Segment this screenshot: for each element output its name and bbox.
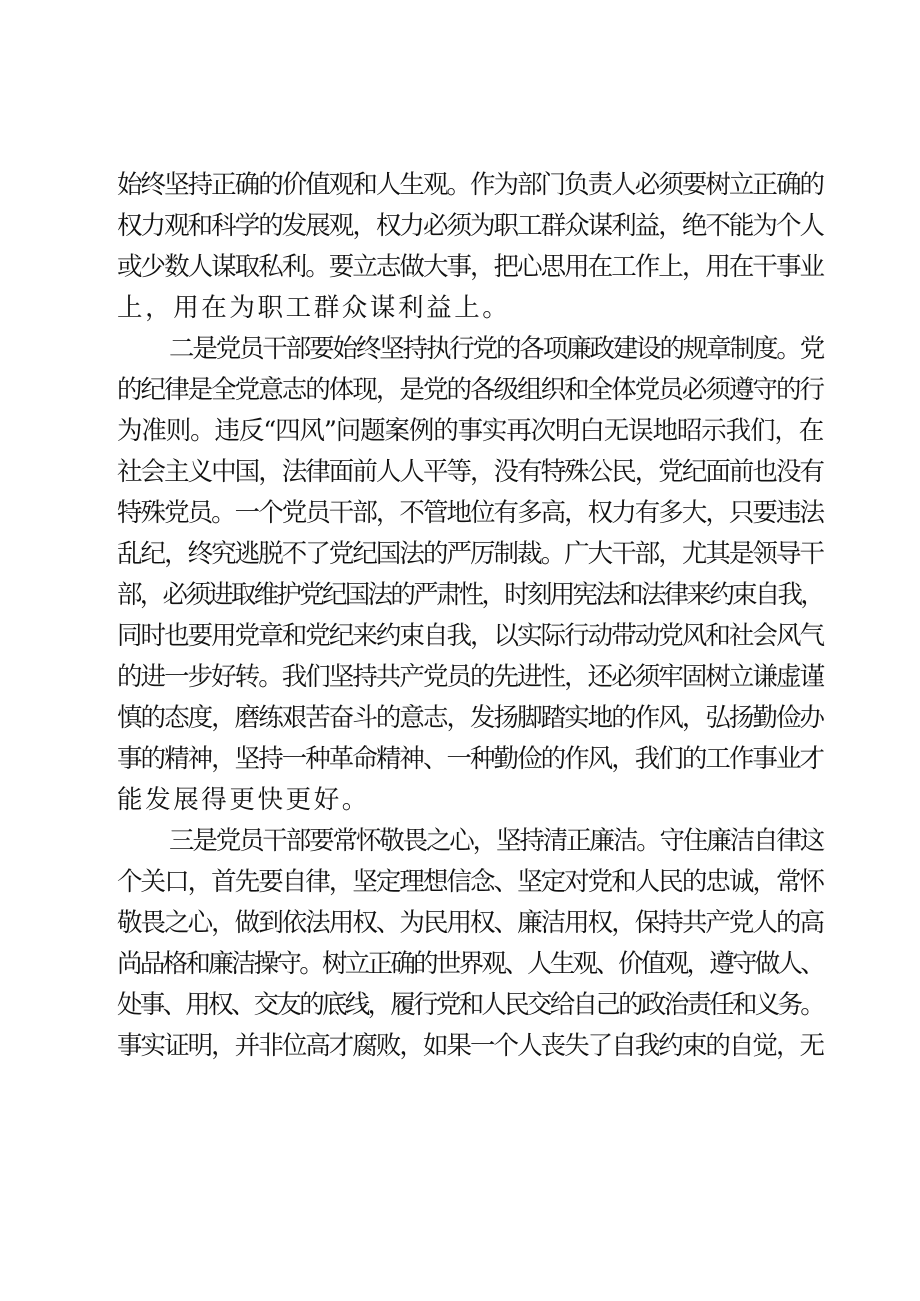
text-line: 处事、用权、交友的底线，履行党和人民交给自己的政治责任和义务。 <box>117 990 823 1020</box>
text-line: 慎的态度，磨练艰苦奋斗的意志，发扬脚踏实地的作风，弘扬勤俭办 <box>117 703 823 733</box>
text-line: 权力观和科学的发展观，权力必须为职工群众谋利益，绝不能为个人 <box>117 211 823 241</box>
text-line: 尚品格和廉洁操守。树立正确的世界观、人生观、价值观，遵守做人、 <box>117 949 823 979</box>
text-line: 为准则。违反“四风”问题案例的事实再次明白无误地昭示我们，在 <box>117 416 823 446</box>
text-line: 二是党员干部要始终坚持执行党的各项廉政建设的规章制度。党 <box>169 334 823 364</box>
text-line: 乱纪，终究逃脱不了党纪国法的严厉制裁。广大干部，尤其是领导干 <box>117 539 823 569</box>
text-line: 事的精神，坚持一种革命精神、一种勤俭的作风，我们的工作事业才 <box>117 744 823 774</box>
text-line: 的进一步好转。我们坚持共产党员的先进性，还必须牢固树立谦虚谨 <box>117 662 823 692</box>
text-line: 的纪律是全党意志的体现，是党的各级组织和全体党员必须遵守的行 <box>117 375 823 405</box>
text-line: 部，必须进取维护党纪国法的严肃性，时刻用宪法和法律来约束自我， <box>117 580 823 610</box>
text-line: 上，用在为职工群众谋利益上。 <box>117 293 511 323</box>
text-line: 能发展得更快更好。 <box>117 785 370 815</box>
paragraph-2 <box>117 329 823 821</box>
text-line: 社会主义中国，法律面前人人平等，没有特殊公民，党纪面前也没有 <box>117 457 823 487</box>
text-line: 敬畏之心，做到依法用权、为民用权、廉洁用权，保持共产党人的高 <box>117 908 823 938</box>
paragraph-3 <box>117 821 823 1067</box>
paragraph-1 <box>117 165 823 329</box>
text-line: 始终坚持正确的价值观和人生观。作为部门负责人必须要树立正确的 <box>117 170 823 200</box>
text-line: 事实证明，并非位高才腐败，如果一个人丧失了自我约束的自觉，无 <box>117 1031 823 1061</box>
text-line: 特殊党员。一个党员干部，不管地位有多高，权力有多大，只要违法 <box>117 498 823 528</box>
text-line: 或少数人谋取私利。要立志做大事，把心思用在工作上，用在干事业 <box>117 252 823 282</box>
text-line: 个关口，首先要自律，坚定理想信念、坚定对党和人民的忠诚，常怀 <box>117 867 823 897</box>
text-line: 三是党员干部要常怀敬畏之心，坚持清正廉洁。守住廉洁自律这 <box>169 826 823 856</box>
document-body <box>117 165 823 1067</box>
text-line: 同时也要用党章和党纪来约束自我，以实际行动带动党风和社会风气 <box>117 621 823 651</box>
